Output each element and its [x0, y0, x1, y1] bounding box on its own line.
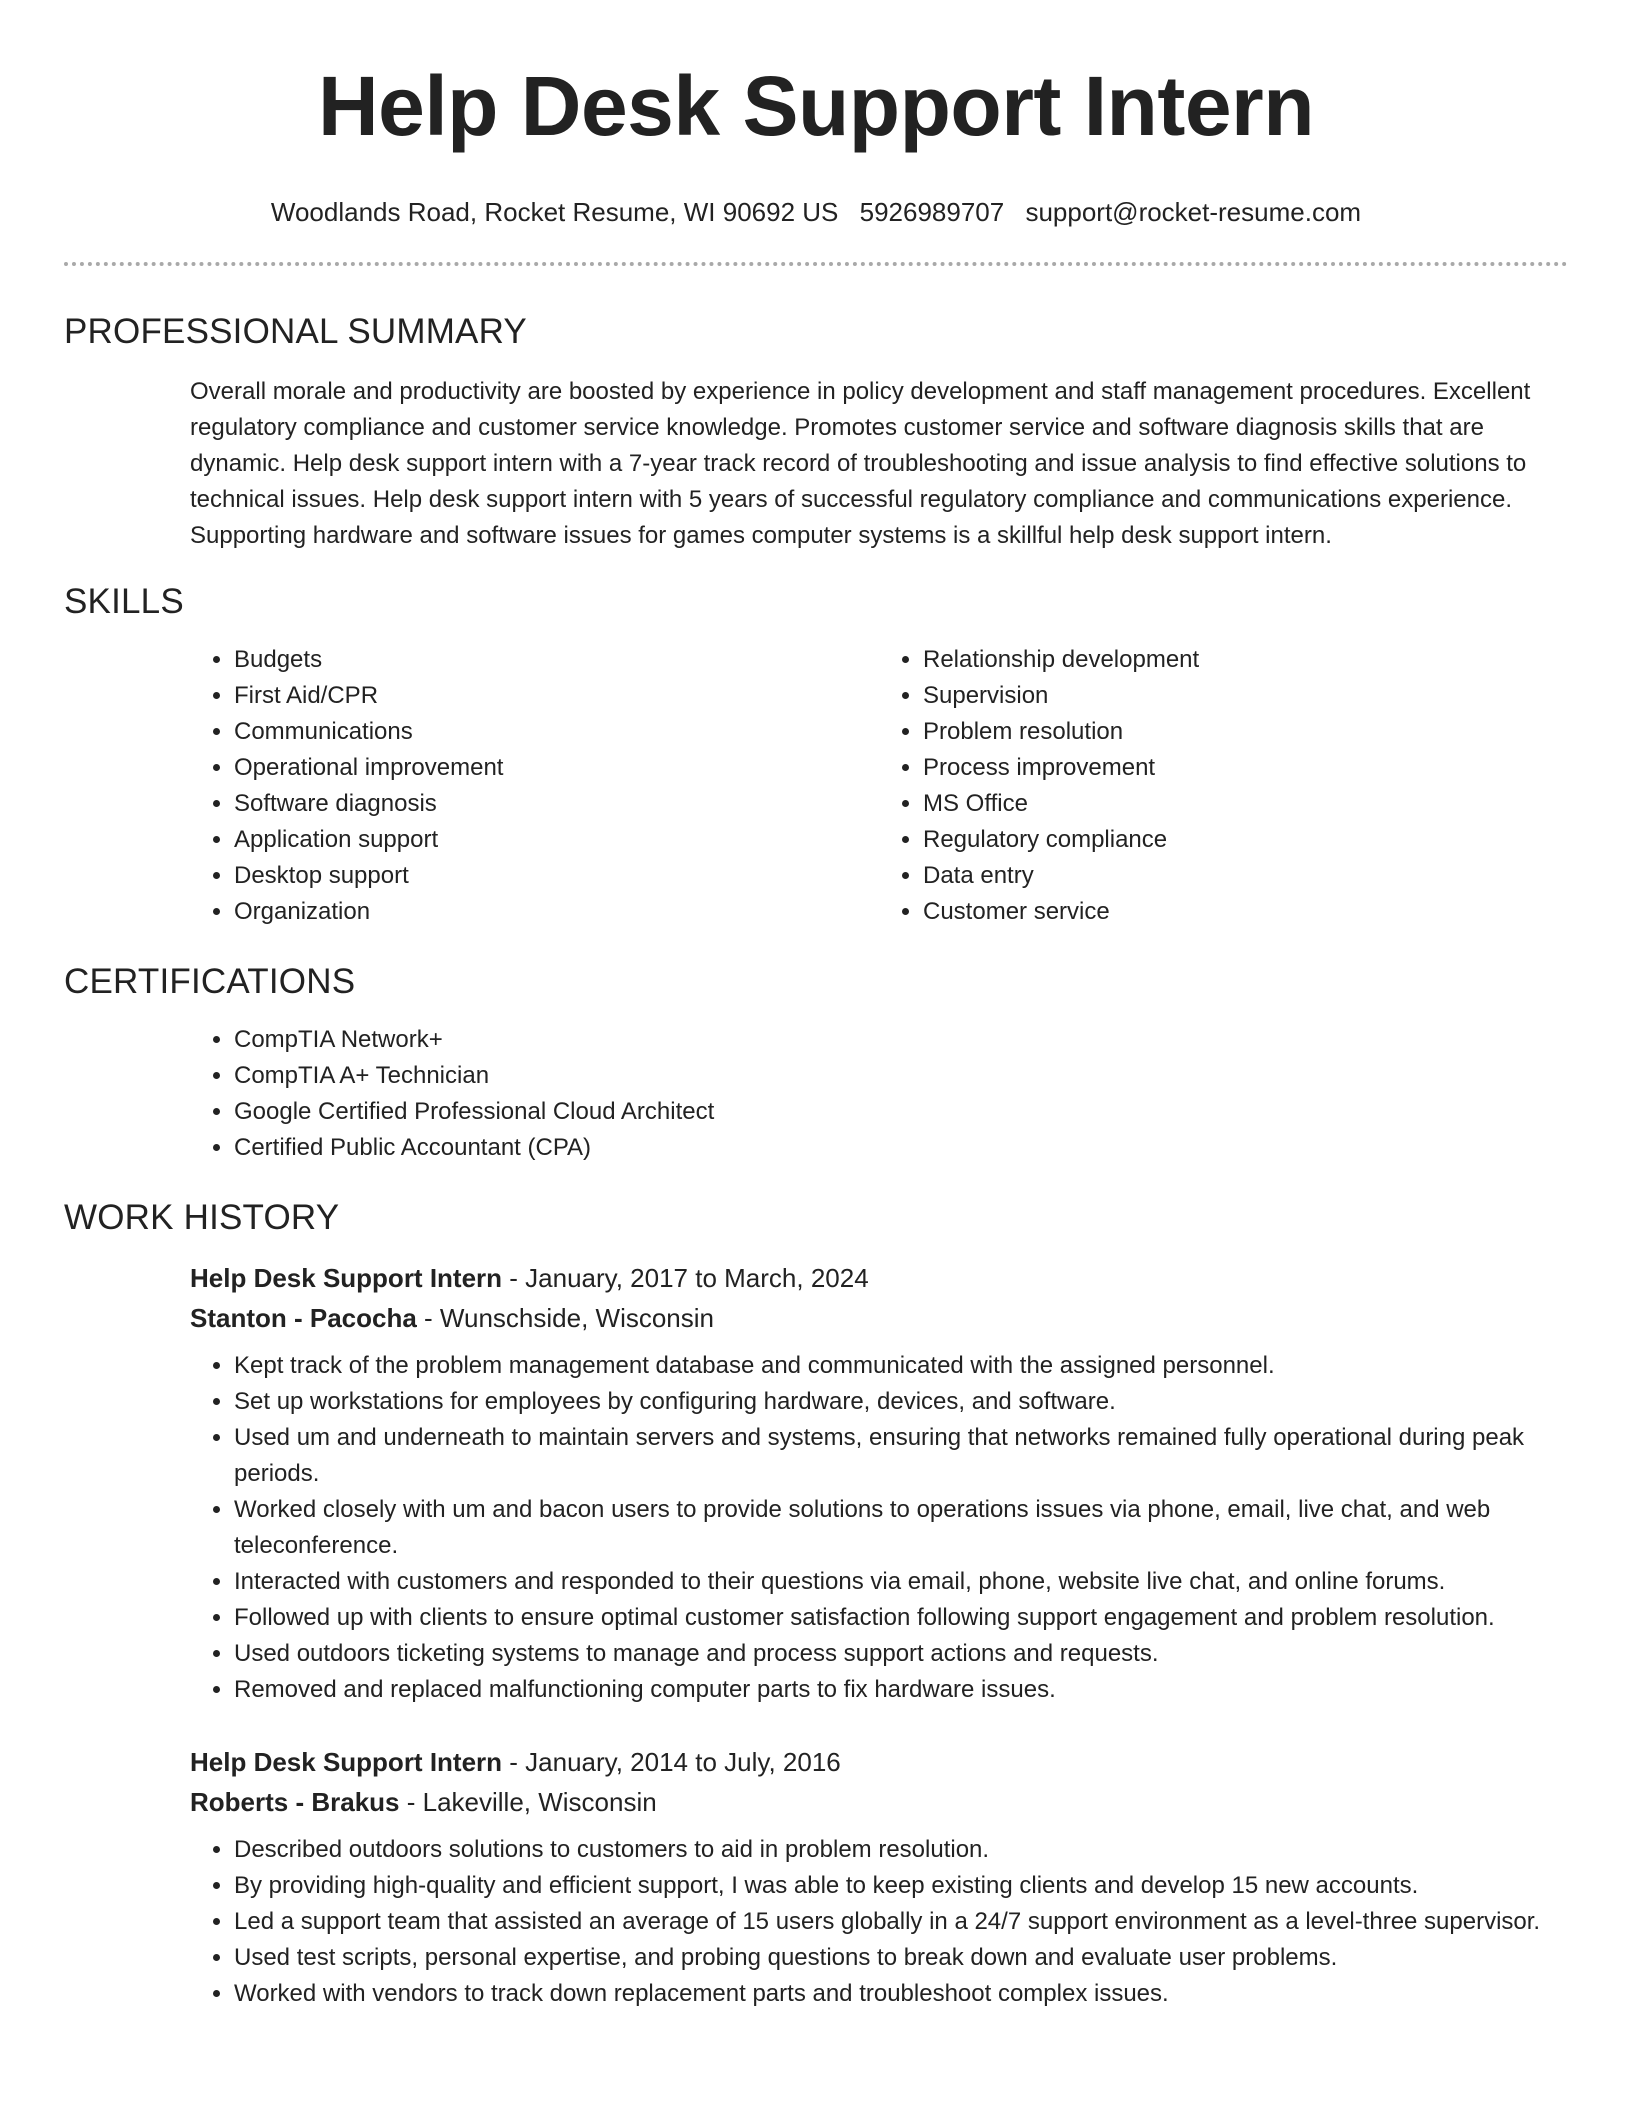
certification-item: • Certified Public Accountant (CPA)	[234, 1130, 1568, 1166]
job-dates: - January, 2014 to July, 2016	[502, 1747, 841, 1777]
job-role: Help Desk Support Intern	[190, 1263, 503, 1293]
skill-item: • First Aid/CPR	[234, 678, 879, 714]
job-dates: - January, 2017 to March, 2024	[502, 1263, 869, 1293]
work-history-heading: WORK HISTORY	[64, 1198, 340, 1237]
job-entry	[64, 1742, 1568, 2012]
skills-grid	[64, 642, 1568, 930]
job-bullet: • Removed and replaced malfunctioning computer parts to fix hardware issues.	[234, 1672, 1568, 1708]
skill-item: • Process improvement	[923, 750, 1568, 786]
job-company-line	[190, 1298, 1568, 1338]
certifications-heading: CERTIFICATIONS	[64, 962, 356, 1001]
skill-item: • Customer service	[923, 894, 1568, 930]
job-bullet: • By providing high-quality and efficient support, I was able to keep existing clients and develop 15 new accounts.	[234, 1868, 1568, 1904]
skill-item: • Data entry	[923, 858, 1568, 894]
job-bullet-list	[190, 1348, 1568, 1708]
job-bullet: • Used outdoors ticketing systems to manage and process support actions and requests.	[234, 1636, 1568, 1672]
job-bullet: • Interacted with customers and responded to their questions via email, phone, website live chat, and online forums.	[234, 1564, 1568, 1600]
job-bullet: • Followed up with clients to ensure optimal customer satisfaction following support engagement and problem resolution.	[234, 1600, 1568, 1636]
contact-phone: 5926989707	[859, 197, 1005, 227]
job-company-line	[190, 1782, 1568, 1822]
job-location: - Lakeville, Wisconsin	[399, 1787, 657, 1817]
certification-item: • CompTIA Network+	[234, 1022, 1568, 1058]
certification-item: • Google Certified Professional Cloud Architect	[234, 1094, 1568, 1130]
job-entry	[64, 1258, 1568, 1708]
header-divider	[64, 262, 1568, 266]
job-company: Stanton - Pacocha	[190, 1303, 417, 1333]
job-bullet: • Set up workstations for employees by configuring hardware, devices, and software.	[234, 1384, 1568, 1420]
skill-item: • Desktop support	[234, 858, 879, 894]
skill-item: • Application support	[234, 822, 879, 858]
job-bullet: • Worked with vendors to track down replacement parts and troubleshoot complex issues.	[234, 1976, 1568, 2012]
job-title-line	[190, 1258, 1568, 1298]
resume-title: Help Desk Support Intern	[317, 59, 1315, 153]
skill-item: • Operational improvement	[234, 750, 879, 786]
skills-left-list	[190, 642, 879, 930]
contact-email: support@rocket-resume.com	[1025, 197, 1362, 227]
skill-item: • Software diagnosis	[234, 786, 879, 822]
job-company: Roberts - Brakus	[190, 1787, 400, 1817]
certification-item: • CompTIA A+ Technician	[234, 1058, 1568, 1094]
job-title-line	[190, 1742, 1568, 1782]
job-bullet-list	[190, 1832, 1568, 2012]
job-role: Help Desk Support Intern	[190, 1747, 503, 1777]
skill-item: • Organization	[234, 894, 879, 930]
job-bullet: • Kept track of the problem management database and communicated with the assigned personnel.	[234, 1348, 1568, 1384]
job-bullet: • Used um and underneath to maintain servers and systems, ensuring that networks remained fully operational during peak periods.	[234, 1420, 1568, 1492]
summary-heading: PROFESSIONAL SUMMARY	[64, 312, 527, 351]
contact-line	[64, 196, 1568, 228]
skills-right-list	[879, 642, 1568, 930]
job-bullet: • Worked closely with um and bacon users to provide solutions to operations issues via phone, email, live chat, and web teleconference.	[234, 1492, 1568, 1564]
skill-item: • Problem resolution	[923, 714, 1568, 750]
job-bullet: • Used test scripts, personal expertise, and probing questions to break down and evaluate user problems.	[234, 1940, 1568, 1976]
skill-item: • Regulatory compliance	[923, 822, 1568, 858]
summary-text: Overall morale and productivity are boosted by experience in policy development and staff management procedures. Excellent regulatory compliance and customer service knowledge. Promotes customer service and software diagnosis skills that are dynamic. Help desk support intern with a 7-year track record of troubleshooting and issue analysis to find effective solutions to technical issues. Help desk support intern with 5 years of successful regulatory compliance and communications experience. Supporting hardware and software issues for games computer systems is a skillful help desk support intern.	[190, 378, 1531, 549]
skill-item: • Budgets	[234, 642, 879, 678]
skill-item: • MS Office	[923, 786, 1568, 822]
certifications-block	[64, 1022, 1568, 1166]
job-bullet: • Described outdoors solutions to customers to aid in problem resolution.	[234, 1832, 1568, 1868]
skill-item: • Relationship development	[923, 642, 1568, 678]
certifications-list	[190, 1022, 1568, 1166]
skill-item: • Supervision	[923, 678, 1568, 714]
skill-item: • Communications	[234, 714, 879, 750]
job-location: - Wunschside, Wisconsin	[416, 1303, 714, 1333]
contact-address: Woodlands Road, Rocket Resume, WI 90692 US	[270, 197, 839, 227]
skills-heading: SKILLS	[64, 582, 184, 621]
job-bullet: • Led a support team that assisted an average of 15 users globally in a 24/7 support environment as a level-three supervisor.	[234, 1904, 1568, 1940]
